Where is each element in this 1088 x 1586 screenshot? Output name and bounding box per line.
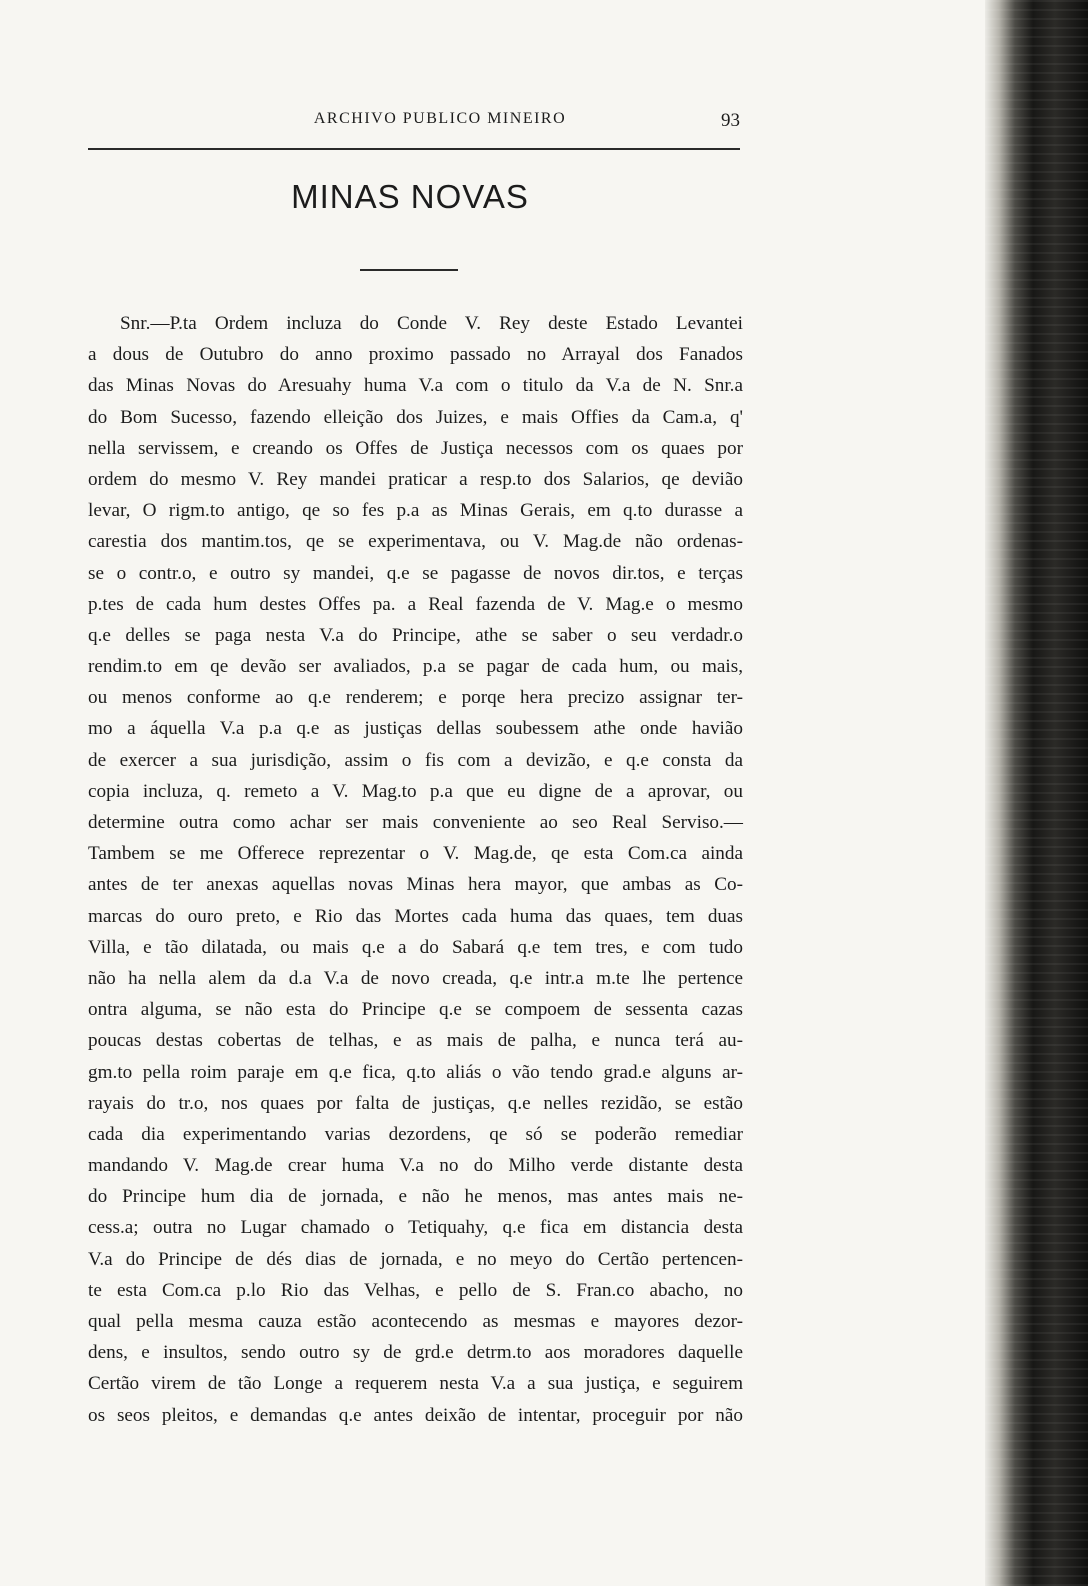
text-line: marcas do ouro preto, e Rio das Mortes cada huma das quaes, tem duas bbox=[88, 905, 743, 927]
text-line: mo a áquella V.a p.a q.e as justiças dellas soubessem athe onde havião bbox=[88, 718, 743, 740]
text-line: antes de ter anexas aquellas novas Minas hera mayor, que ambas as Co- bbox=[88, 874, 743, 896]
page-title: MINAS NOVAS bbox=[291, 178, 529, 215]
text-line: dens, e insultos, sendo outro sy de grd.e detrm.to aos moradores daquelle bbox=[88, 1342, 743, 1364]
text-line: do Principe hum dia de jornada, e não he menos, mas antes mais ne- bbox=[88, 1186, 743, 1208]
text-line: V.a do Principe de dés dias de jornada, e no meyo do Certão pertencen- bbox=[88, 1248, 743, 1270]
text-line: a dous de Outubro do anno proximo passado no Arrayal dos Fanados bbox=[88, 344, 743, 366]
text-line: os seos pleitos, e demandas q.e antes deixão de intentar, proceguir por não bbox=[88, 1404, 743, 1426]
body-text bbox=[88, 308, 743, 1431]
title-rule bbox=[360, 269, 458, 271]
header-rule bbox=[88, 148, 740, 150]
text-line: nella servissem, e creando os Offes de Justiça necessos com os quaes por bbox=[88, 437, 743, 459]
text-line: Tambem se me Offerece reprezentar o V. Mag.de, qe esta Com.ca ainda bbox=[88, 843, 743, 865]
text-line: das Minas Novas do Aresuahy huma V.a com o titulo da V.a de N. Snr.a bbox=[88, 375, 743, 397]
text-line: carestia dos mantim.tos, qe se experimentava, ou V. Mag.de não ordenas- bbox=[88, 531, 743, 553]
text-line: qual pella mesma cauza estão acontecendo as mesmas e mayores dezor- bbox=[88, 1311, 743, 1332]
text-line: copia incluza, q. remeto a V. Mag.to p.a que eu digne de a aprovar, ou bbox=[88, 780, 743, 802]
text-line: determine outra como achar ser mais conveniente ao seo Real Serviso.— bbox=[88, 812, 743, 833]
text-line: cada dia experimentando varias dezordens, qe só se poderão remediar bbox=[88, 1123, 743, 1145]
text-line: rendim.to em qe devão ser avaliados, p.a se pagar de cada hum, ou mais, bbox=[88, 656, 743, 678]
text-line: se o contr.o, e outro sy mandei, q.e se pagasse de novos dir.tos, e terças bbox=[88, 562, 743, 584]
text-line: Snr.—P.ta Ordem incluza do Conde V. Rey deste Estado Levantei bbox=[120, 313, 743, 334]
text-line: ontra alguma, se não esta do Principe q.e se compoem de sessenta cazas bbox=[88, 999, 743, 1021]
text-line: mandando V. Mag.de crear huma V.a no do Milho verde distante desta bbox=[88, 1155, 743, 1177]
text-line: poucas destas cobertas de telhas, e as mais de palha, e nunca terá au- bbox=[88, 1030, 743, 1052]
text-line: Certão virem de tão Longe a requerem nesta V.a a sua justiça, e seguirem bbox=[88, 1373, 743, 1395]
text-line: p.tes de cada hum destes Offes pa. a Real fazenda de V. Mag.e o mesmo bbox=[88, 593, 743, 615]
text-line: levar, O rigm.to antigo, qe so fes p.a as Minas Gerais, em q.to durasse a bbox=[88, 500, 743, 522]
text-line: gm.to pella roim paraje em q.e fica, q.to aliás o vão tendo grad.e alguns ar- bbox=[88, 1061, 743, 1083]
text-line: cess.a; outra no Lugar chamado o Tetiquahy, q.e fica em distancia desta bbox=[88, 1217, 743, 1239]
running-header: ARCHIVO PUBLICO MINEIRO bbox=[313, 110, 567, 127]
text-line: do Bom Sucesso, fazendo elleição dos Juizes, e mais Offies da Cam.a, q' bbox=[88, 406, 743, 428]
text-line: q.e delles se paga nesta V.a do Principe, athe se saber o seu verdadr.o bbox=[88, 624, 743, 646]
text-line: de exercer a sua jurisdição, assim o fis com a devizão, e q.e consta da bbox=[88, 749, 743, 771]
text-line: Villa, e tão dilatada, ou mais q.e a do Sabará q.e tem tres, e com tudo bbox=[88, 936, 743, 958]
text-line: rayais do tr.o, nos quaes por falta de justiças, q.e nelles rezidão, se estão bbox=[88, 1092, 743, 1114]
text-line: te esta Com.ca p.lo Rio das Velhas, e pello de S. Fran.co abacho, no bbox=[88, 1279, 743, 1301]
book-binding-edge bbox=[985, 0, 1088, 1586]
text-line: não ha nella alem da d.a V.a de novo creada, q.e intr.a m.te lhe pertence bbox=[88, 967, 743, 989]
text-line: ordem do mesmo V. Rey mandei praticar a resp.to dos Salarios, qe devião bbox=[88, 468, 743, 490]
text-line: ou menos conforme ao q.e renderem; e porqe hera precizo assignar ter- bbox=[88, 687, 743, 709]
page-number: 93 bbox=[721, 110, 740, 131]
